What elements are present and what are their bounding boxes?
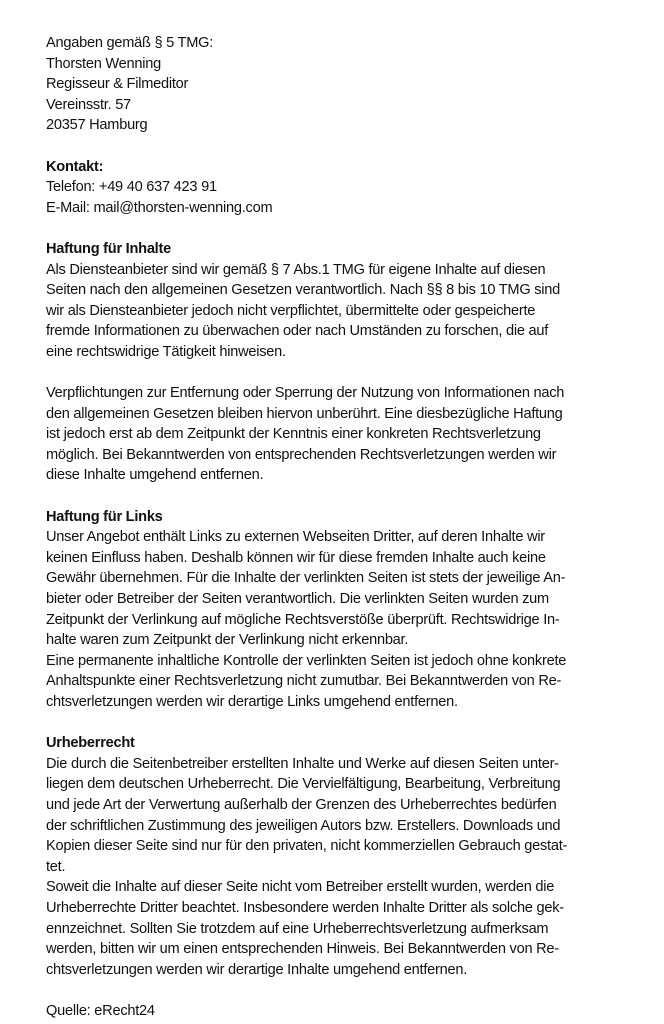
text-line: Unser Angebot enthält Links zu externen Webseiten Dritter, auf deren Inhalte wir (46, 529, 545, 546)
text-line: chtsverletzungen werden wir derartige Links umgehend entfernen. (46, 694, 458, 710)
contact-heading: Kontakt: (46, 158, 104, 175)
text-line: den allgemeinen Gesetzen bleiben hiervon unberührt. Eine diesbezügliche Haftung (46, 405, 563, 422)
copyright-section (46, 733, 646, 980)
copyright-heading: Urheberrecht (46, 735, 135, 752)
source-credit: Quelle: eRecht24 (46, 1002, 155, 1019)
text-line: eine rechtswidrige Tätigkeit hinweisen. (46, 343, 286, 360)
spacer (46, 363, 646, 384)
spacer (46, 980, 646, 1001)
imprint-name: Thorsten Wenning (46, 55, 161, 72)
contact-email[interactable]: E-Mail: mail@thorsten-wenning.com (46, 199, 273, 216)
text-line: Anhaltspunkte einer Rechtsverletzung nicht zumutbar. Bei Bekanntwerden von Re- (46, 673, 562, 690)
liability-links-heading: Haftung für Links (46, 508, 163, 525)
text-line: und jede Art der Verwertung außerhalb der Grenzen des Urheberrechtes bedürfen (46, 796, 557, 813)
contact-phone: Telefon: +49 40 637 423 91 (46, 179, 217, 196)
text-line: Kopien dieser Seite sind nur für den privaten, nicht kommerziellen Gebrauch gestat- (46, 838, 568, 855)
spacer (46, 713, 646, 734)
imprint-street: Vereinsstr. 57 (46, 96, 131, 113)
text-line: Gewähr übernehmen. Für die Inhalte der verlinkten Seiten ist stets der jeweilige An- (46, 570, 566, 587)
spacer (46, 486, 646, 507)
text-line: Soweit die Inhalte auf dieser Seite nicht vom Betreiber erstellt wurden, werden die (46, 879, 555, 896)
spacer (46, 136, 646, 157)
text-line: wir als Diensteanbieter jedoch nicht verpflichtet, übermittelte oder gespeicherte (46, 302, 536, 319)
contact-section (46, 157, 646, 219)
text-line: Zeitpunkt der Verlinkung auf mögliche Rechtsverstöße überprüft. Rechtswidrige In- (46, 611, 560, 628)
text-line: Urheberrechte Dritter beachtet. Insbesondere werden Inhalte Dritter als solche gek- (46, 899, 564, 916)
imprint-document (46, 33, 646, 1022)
text-line: möglich. Bei Bekanntwerden von entsprechenden Rechtsverletzungen werden wir (46, 446, 557, 463)
imprint-profession: Regisseur & Filmeditor (46, 76, 189, 93)
text-line: fremde Informationen zu überwachen oder nach Umständen zu forschen, die auf (46, 323, 549, 340)
text-line: Seiten nach den allgemeinen Gesetzen verantwortlich. Nach §§ 8 bis 10 TMG sind (46, 282, 561, 299)
liability-content-heading: Haftung für Inhalte (46, 240, 171, 257)
imprint-address (46, 33, 646, 136)
text-line: Die durch die Seitenbetreiber erstellten Inhalte und Werke auf diesen Seiten unter- (46, 755, 559, 772)
liability-content-section (46, 239, 646, 486)
text-line: Verpflichtungen zur Entfernung oder Sperrung der Nutzung von Informationen nach (46, 385, 565, 402)
text-line: ennzeichnet. Sollten Sie trotzdem auf eine Urheberrechtsverletzung aufmerksam (46, 920, 549, 937)
text-line: ist jedoch erst ab dem Zeitpunkt der Kenntnis einer konkreten Rechtsverletzung (46, 426, 541, 443)
imprint-city: 20357 Hamburg (46, 117, 148, 134)
text-line: Eine permanente inhaltliche Kontrolle der verlinkten Seiten ist jedoch ohne konkrete (46, 652, 567, 669)
text-line: halte waren zum Zeitpunkt der Verlinkung nicht erkennbar. (46, 632, 409, 649)
text-line: liegen dem deutschen Urheberrecht. Die Vervielfältigung, Bearbeitung, Verbreitung (46, 776, 561, 793)
text-line: werden, bitten wir um einen entsprechenden Hinweis. Bei Bekanntwerden von Re- (46, 941, 559, 958)
text-line: diese Inhalte umgehend entfernen. (46, 467, 264, 484)
text-line: bieter oder Betreiber der Seiten verantwortlich. Die verlinkten Seiten wurden zum (46, 591, 549, 608)
liability-links-section (46, 507, 646, 713)
spacer (46, 218, 646, 239)
text-line: chtsverletzungen werden wir derartige Inhalte umgehend entfernen. (46, 961, 468, 978)
text-line: tet. (46, 858, 66, 875)
text-line: Als Diensteanbieter sind wir gemäß § 7 Abs.1 TMG für eigene Inhalte auf diesen (46, 261, 546, 278)
imprint-legal-line: Angaben gemäß § 5 TMG: (46, 35, 214, 51)
text-line: keinen Einfluss haben. Deshalb können wir für diese fremden Inhalte auch keine (46, 549, 546, 566)
text-line: der schriftlichen Zustimmung des jeweiligen Autors bzw. Erstellers. Downloads und (46, 817, 561, 834)
